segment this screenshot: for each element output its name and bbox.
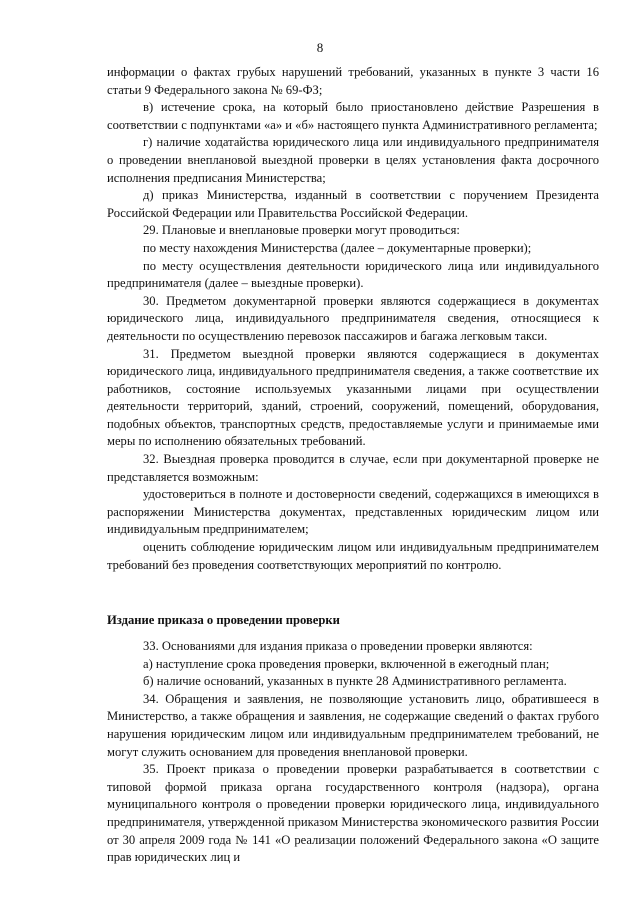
paragraph: по месту осуществления деятельности юридического лица или индивидуального предпринимателя (далее – выездные проверки). xyxy=(107,258,599,291)
paragraph: 29. Плановые и внеплановые проверки могут проводиться: xyxy=(143,223,460,238)
text-block-top xyxy=(107,64,599,574)
paragraph: 35. Проект приказа о проведении проверки разрабатывается в соответствии с типовой формой приказа органа государственного контроля (надзора), органа муниципального контроля о проведении проверки юридического лица, индивидуального предпринимателя, утвержденной приказом Министерства экономического развития России от 30 апреля 2009 года № 141 «О реализации положений Федерального закона «О защите прав юридических лиц и xyxy=(107,762,599,865)
paragraph: 33. Основаниями для издания приказа о проведении проверки являются: xyxy=(143,639,533,653)
page-number: 8 xyxy=(316,40,324,55)
paragraph: информации о фактах грубых нарушений требований, указанных в пункте 3 части 16 статьи 9 Федерального закона № 69-ФЗ; xyxy=(107,65,599,97)
paragraph: 31. Предметом выездной проверки являются содержащиеся в документах юридического лица, индивидуального предпринимателя сведения, а также соответствие их работников, состояние используемых указанными лицами при осуществлении деятельности территорий, зданий, строений, сооружений, помещений, оборудования, подобных объектов, транспортных средств, предоставляемые услуги и принимаемые ими меры по исполнению обязательных требований. xyxy=(107,346,599,449)
paragraph: 34. Обращения и заявления, не позволяющие установить лицо, обратившееся в Министерство, а также обращения и заявления, не содержащие сведений о фактах грубого нарушения юридическим лицом или индивидуальным предпринимателем требований, не могут служить основанием для проведения внеплановой проверки. xyxy=(107,691,599,759)
paragraph: б) наличие оснований, указанных в пункте 28 Административного регламента. xyxy=(143,674,567,689)
section-heading-block xyxy=(107,612,599,630)
paragraph: 30. Предметом документарной проверки являются содержащиеся в документах юридического лица, индивидуального предпринимателя сведения, относящиеся к деятельности по осуществлению перевозок пассажиров и багажа легковым такси. xyxy=(107,293,599,343)
paragraph: г) наличие ходатайства юридического лица или индивидуального предпринимателя о проведении внеплановой выездной проверки в целях установления факта досрочного исполнения предписания Министерства; xyxy=(107,135,599,185)
paragraph: удостовериться в полноте и достоверности сведений, содержащихся в имеющихся в распоряжении Министерства документах, представленных юридическим лицом или индивидуальным предпринимателем; xyxy=(107,487,599,537)
paragraph: д) приказ Министерства, изданный в соответствии с поручением Президента Российской Федерации или Правительства Российской Федерации. xyxy=(107,188,599,220)
paragraph: а) наступление срока проведения проверки, включенной в ежегодный план; xyxy=(143,656,550,671)
paragraph: оценить соблюдение юридическим лицом или индивидуальным предпринимателем требований без проведения соответствующих мероприятий по контролю. xyxy=(107,540,599,572)
paragraph: по месту нахождения Министерства (далее – документарные проверки); xyxy=(143,240,532,255)
paragraph: 32. Выездная проверка проводится в случае, если при документарной проверке не представляется возможным: xyxy=(107,452,599,484)
text-block-bottom xyxy=(107,638,599,867)
paragraph: в) истечение срока, на который было приостановлено действие Разрешения в соответствии с подпунктами «а» и «б» настоящего пункта Административного регламента; xyxy=(107,100,599,132)
section-heading: Издание приказа о проведении проверки xyxy=(107,613,340,627)
